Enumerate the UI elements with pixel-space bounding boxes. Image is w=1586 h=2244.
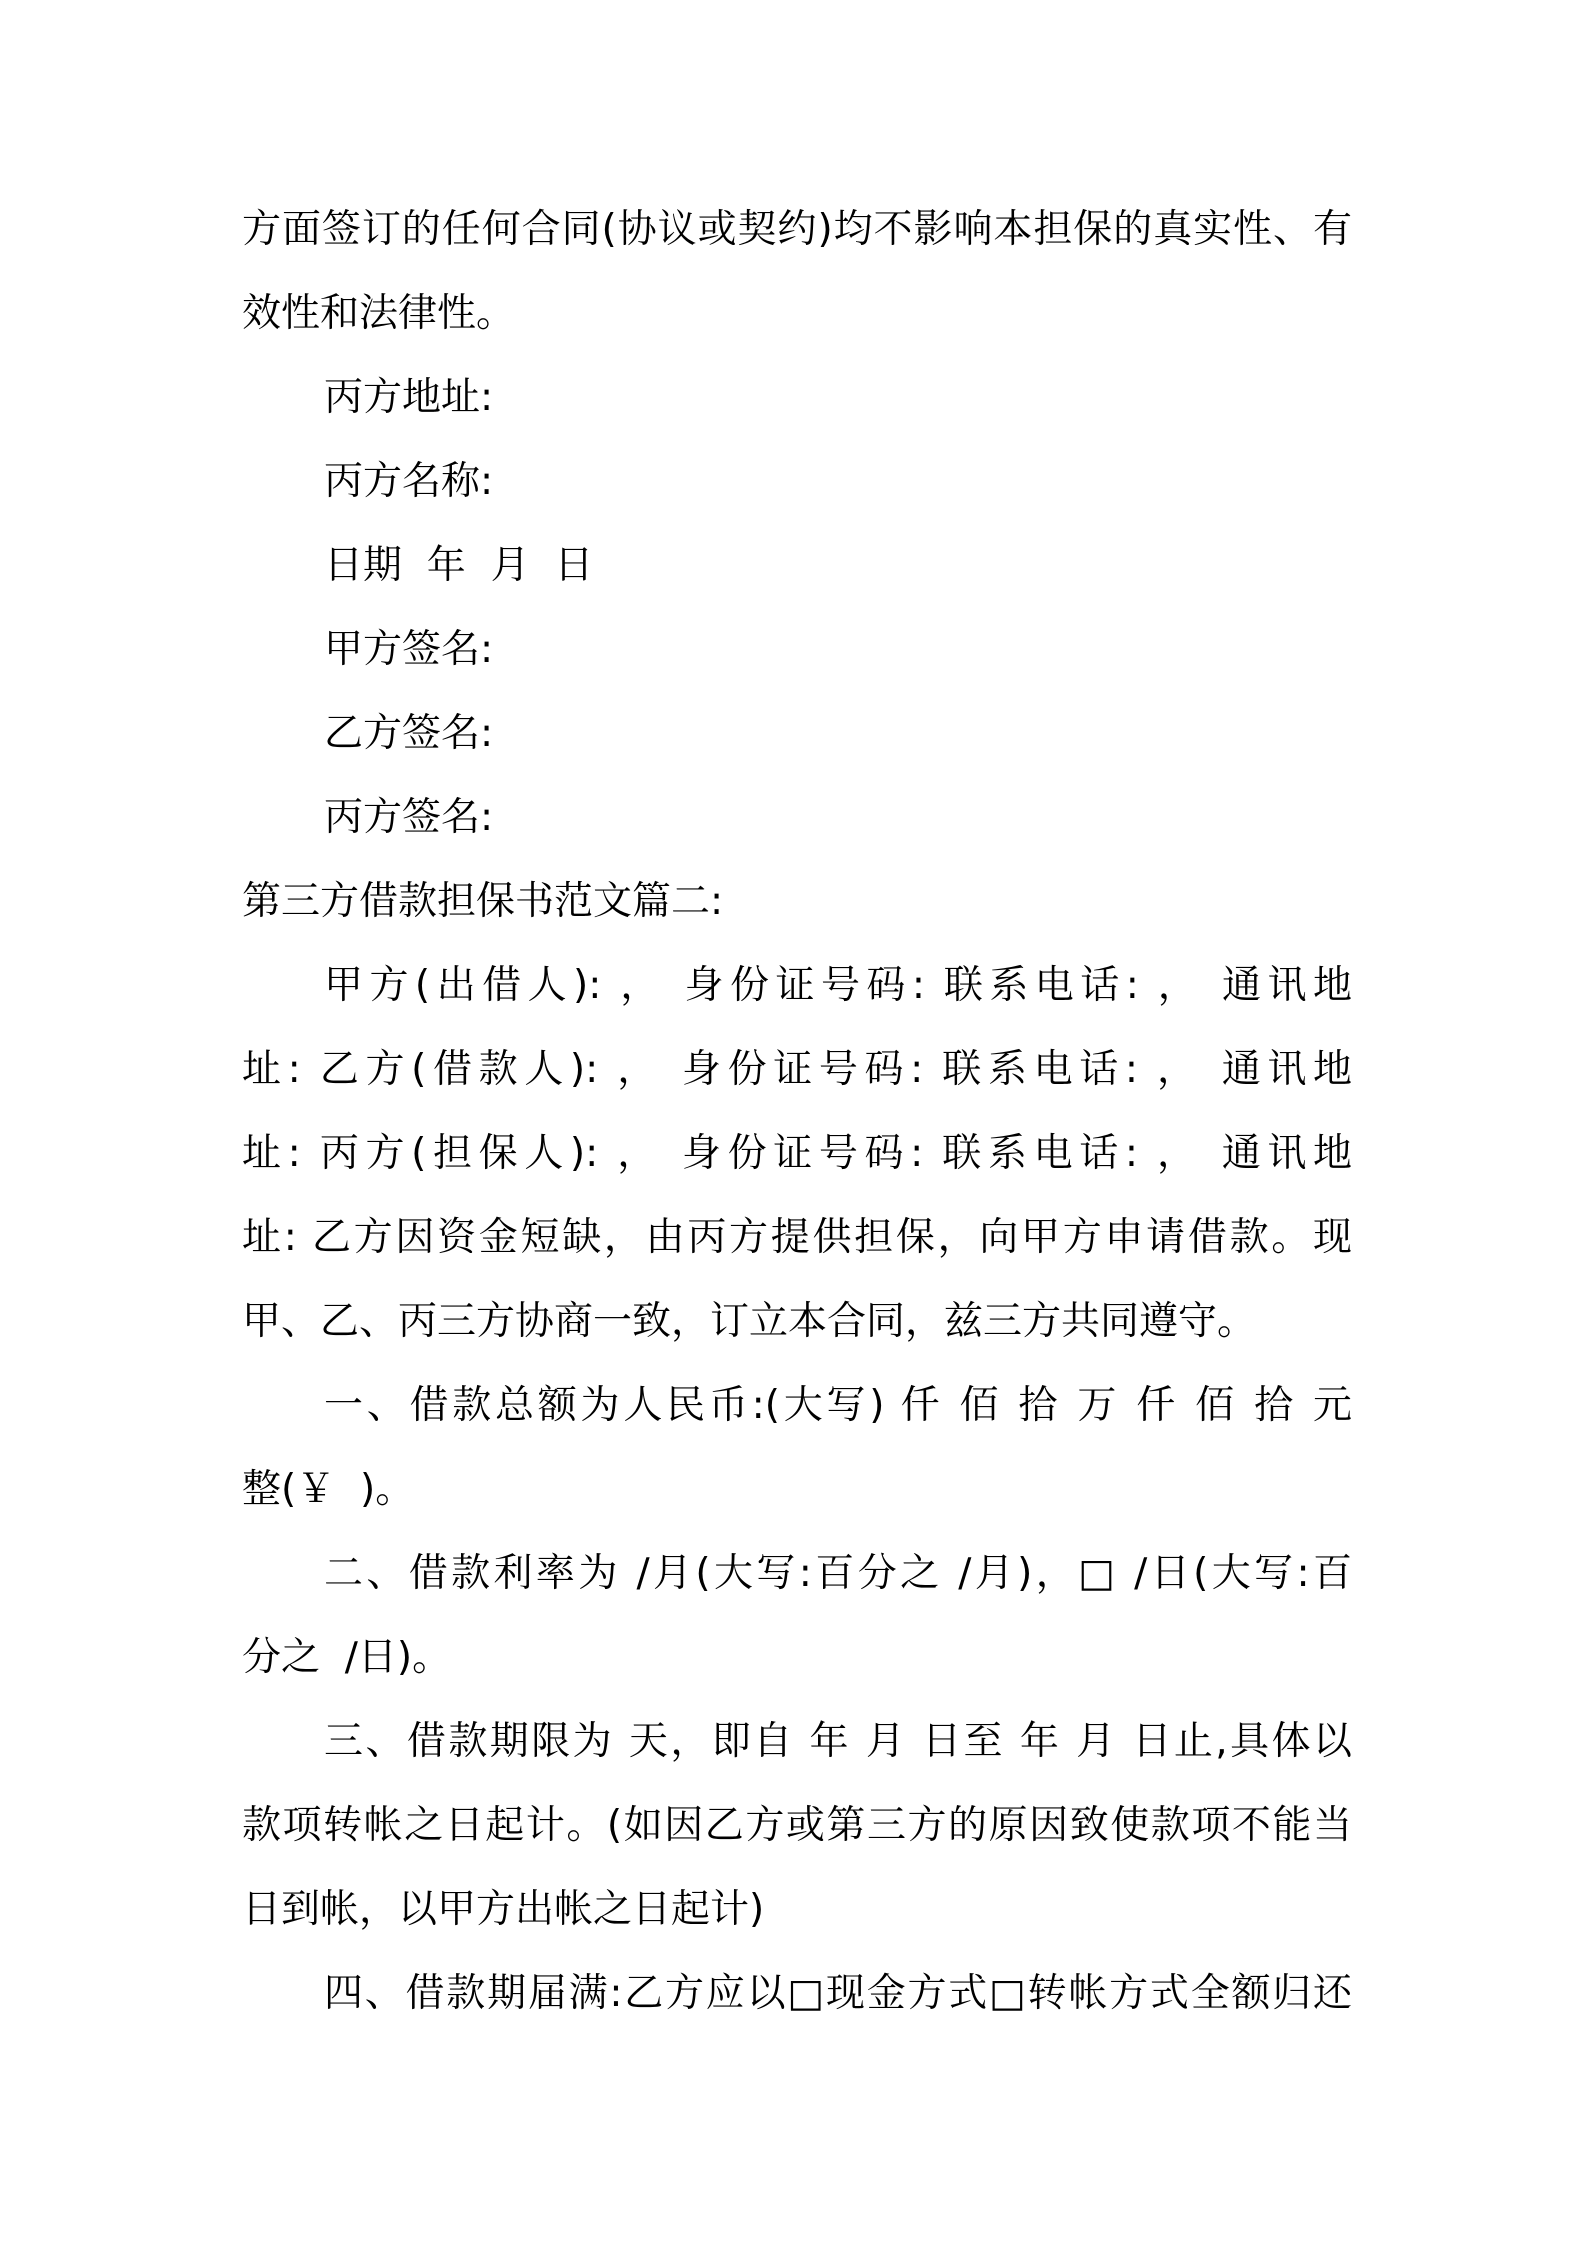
date-line: 日期 年 月 日 <box>324 543 594 588</box>
text-line: 款项转帐之日起计。(如因乙方或第三方的原因致使款项不能当 <box>242 1803 1352 1848</box>
section-heading: 第三方借款担保书范文篇二: <box>242 879 724 924</box>
text-line: 整(￥ )。 <box>242 1467 415 1512</box>
text-line: 分之 /日)。 <box>242 1635 452 1680</box>
document-body <box>242 188 1352 2036</box>
text-line: 方面签订的任何合同(协议或契约)均不影响本担保的真实性、有 <box>242 207 1352 252</box>
text-line: 丙方地址: <box>324 375 494 420</box>
text-line: 二、借款利率为 /月(大写:百分之 /月)，□ /日(大写:百 <box>324 1551 1352 1596</box>
signature-line-b: 乙方签名: <box>324 711 494 756</box>
text-line: 一、借款总额为人民币:(大写) 仟 佰 拾 万 仟 佰 拾 元 <box>324 1383 1352 1428</box>
text-line: 四、借款期届满:乙方应以□现金方式□转帐方式全额归还 <box>324 1971 1352 2016</box>
text-line: 甲、乙、丙三方协商一致，订立本合同，兹三方共同遵守。 <box>242 1299 1257 1344</box>
text-line: 址: 丙方(担保人): ， 身份证号码: 联系电话: ， 通讯地 <box>242 1131 1352 1176</box>
text-line: 日到帐，以甲方出帐之日起计) <box>242 1887 765 1932</box>
signature-line-a: 甲方签名: <box>324 627 494 672</box>
text-line: 址: 乙方(借款人): ， 身份证号码: 联系电话: ， 通讯地 <box>242 1047 1352 1092</box>
text-line: 甲方(出借人): ， 身份证号码: 联系电话: ， 通讯地 <box>324 963 1352 1008</box>
signature-line-c: 丙方签名: <box>324 795 494 840</box>
text-line: 址: 乙方因资金短缺，由丙方提供担保，向甲方申请借款。现 <box>242 1215 1352 1260</box>
text-line: 三、借款期限为 天，即自 年 月 日至 年 月 日止,具体以 <box>324 1719 1352 1764</box>
text-line: 丙方名称: <box>324 459 494 504</box>
text-line: 效性和法律性。 <box>242 291 516 336</box>
